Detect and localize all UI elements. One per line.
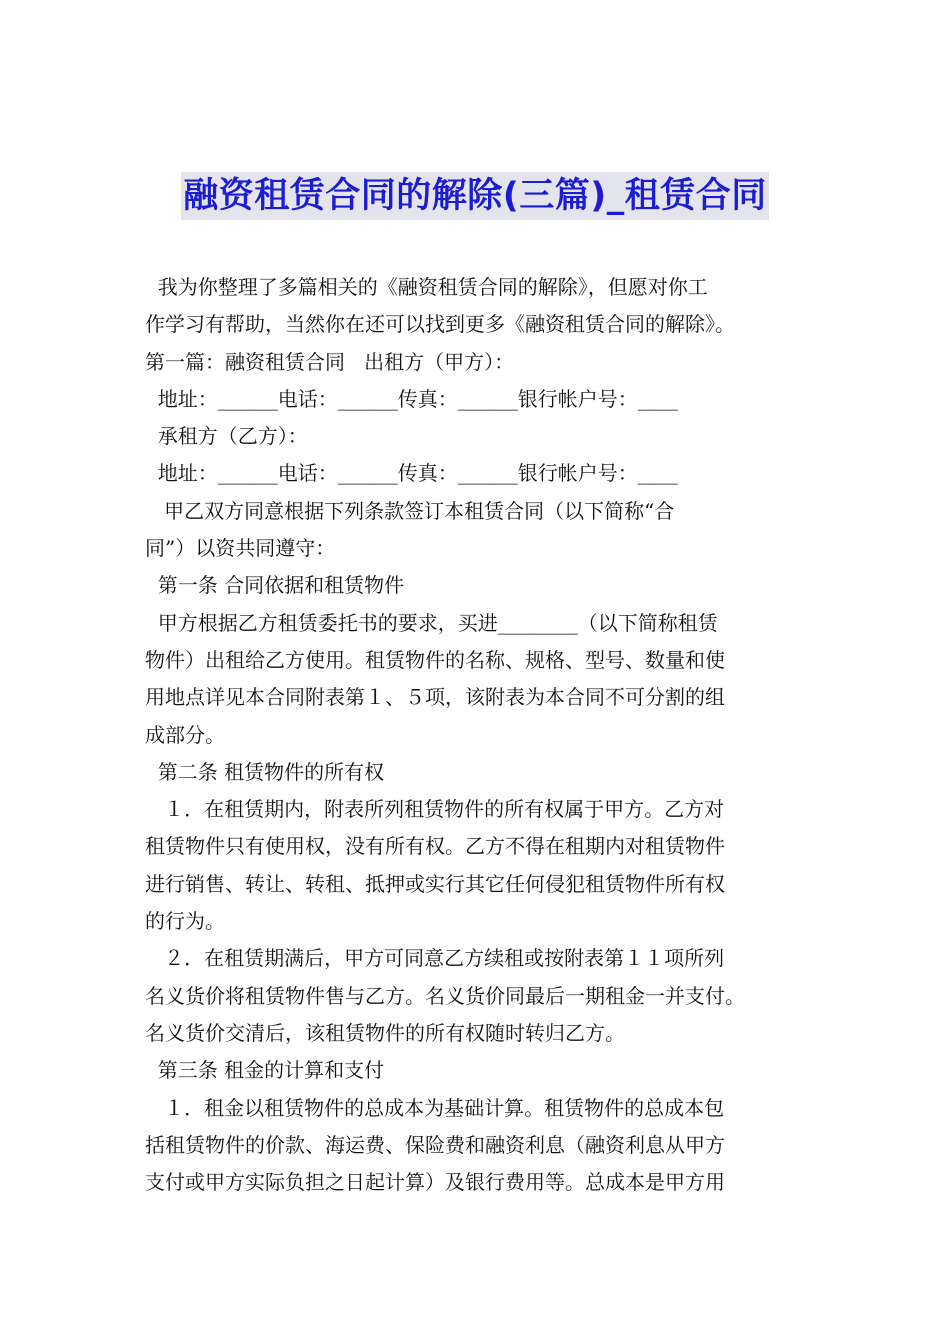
section-heading: 第二条 租赁物件的所有权 xyxy=(145,759,385,784)
paragraph-line: 租赁物件只有使用权，没有所有权。乙方不得在租期内对租赁物件 xyxy=(145,834,725,859)
paragraph-line: １．租金以租赁物件的总成本为基础计算。租赁物件的总成本包 xyxy=(145,1095,725,1120)
document-title: 融资租赁合同的解除(三篇)_租赁合同 xyxy=(181,172,769,220)
paragraph-line: 第一篇：融资租赁合同 出租方（甲方）： xyxy=(145,349,515,374)
paragraph-line: １．在租赁期内，附表所列租赁物件的所有权属于甲方。乙方对 xyxy=(145,797,725,822)
paragraph-line: 进行销售、转让、转租、抵押或实行其它任何侵犯租赁物件所有权 xyxy=(145,871,725,896)
paragraph-line: 名义货价交清后，该租赁物件的所有权随时转归乙方。 xyxy=(145,1020,625,1045)
paragraph-line: 名义货价将租赁物件售与乙方。名义货价同最后一期租金一并支付。 xyxy=(145,983,745,1008)
paragraph-line: 同”）以资共同遵守： xyxy=(145,536,336,561)
paragraph-line: 成部分。 xyxy=(145,722,225,747)
paragraph-line: ２．在租赁期满后，甲方可同意乙方续租或按附表第１１项所列 xyxy=(145,946,725,971)
paragraph-line: 作学习有帮助，当然你在还可以找到更多《融资租赁合同的解除》。 xyxy=(145,312,735,337)
document-body xyxy=(145,269,810,1201)
paragraph-line: 用地点详见本合同附表第１、５项，该附表为本合同不可分割的组 xyxy=(145,685,725,710)
paragraph-line: 承租方（乙方）： xyxy=(145,424,308,449)
section-heading: 第一条 合同依据和租赁物件 xyxy=(145,573,405,598)
paragraph-line: 的行为。 xyxy=(145,909,225,934)
paragraph-line: 支付或甲方实际负担之日起计算）及银行费用等。总成本是甲方用 xyxy=(145,1170,725,1195)
title-container xyxy=(0,172,950,220)
section-heading: 第三条 租金的计算和支付 xyxy=(145,1058,385,1083)
paragraph-line: 我为你整理了多篇相关的《融资租赁合同的解除》，但愿对你工 xyxy=(145,275,708,299)
paragraph-line: 地址：______电话：______传真：______银行帐户号：____ xyxy=(145,386,678,411)
paragraph-line: 甲乙双方同意根据下列条款签订本租赁合同（以下简称“合 xyxy=(145,498,675,523)
paragraph-line: 地址：______电话：______传真：______银行帐户号：____ xyxy=(145,461,678,486)
paragraph-line: 括租赁物件的价款、海运费、保险费和融资利息（融资利息从甲方 xyxy=(145,1132,725,1157)
paragraph-line: 甲方根据乙方租赁委托书的要求，买进________（以下简称租赁 xyxy=(145,610,718,635)
paragraph-line: 物件）出租给乙方使用。租赁物件的名称、规格、型号、数量和使 xyxy=(145,647,725,672)
